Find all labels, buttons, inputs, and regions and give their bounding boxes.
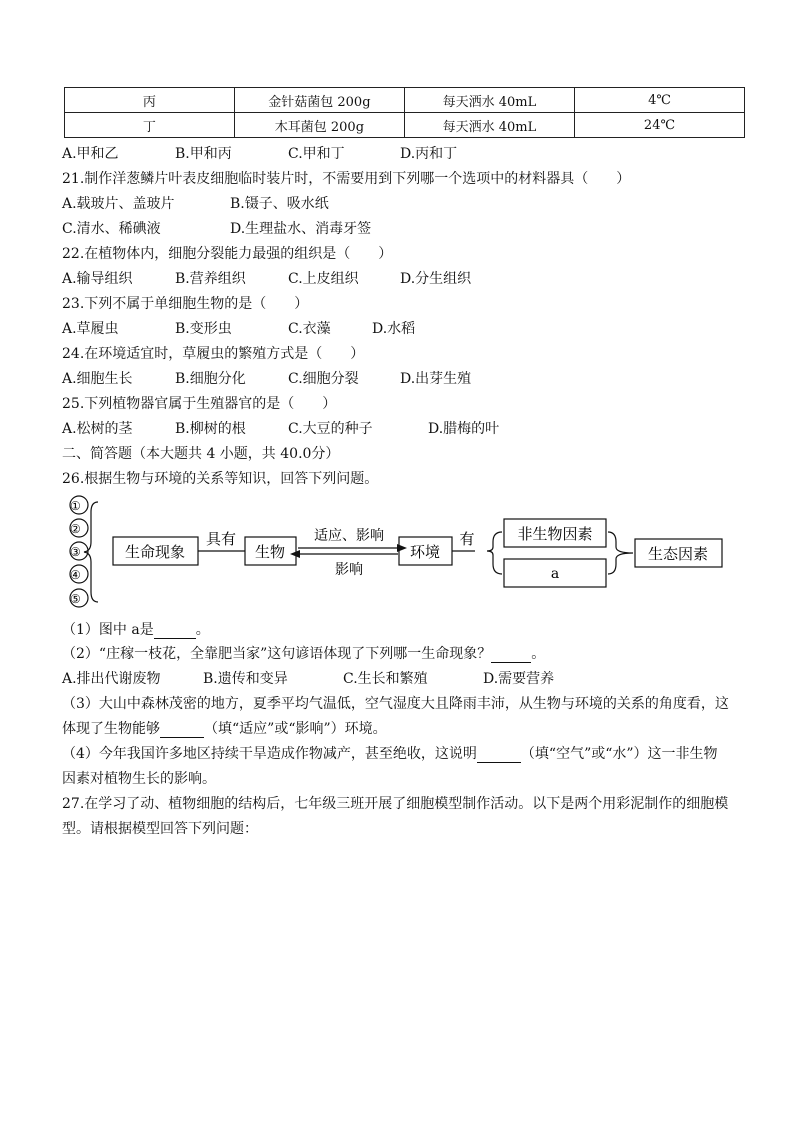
q26-sub3-line1: （3）大山中森林茂密的地方，夏季平均气温低，空气湿度大且降雨丰沛，从生物与环境的关系的角度看，这 xyxy=(62,696,729,712)
diagram-environment: 环境 xyxy=(409,543,441,561)
diagram-circle-1: ① xyxy=(70,499,81,513)
q27-line2: 型。请根据模型回答下列问题： xyxy=(62,821,258,837)
q21-option-b: B.镊子、吸水纸 xyxy=(230,196,329,212)
table-cell: 24℃ xyxy=(574,113,744,138)
q21-stem: 21.制作洋葱鳞片叶表皮细胞临时装片时，不需要用到下列哪一个选项中的材料器具（ ） xyxy=(62,171,631,187)
q23-option-c: C.衣藻 xyxy=(288,321,331,337)
answer-blank[interactable] xyxy=(154,622,196,639)
q23-option-d: D.水稻 xyxy=(372,321,416,337)
q26-sub2-option-c: C.生长和繁殖 xyxy=(343,671,428,687)
diagram-circle-2: ② xyxy=(70,522,81,536)
table-row xyxy=(65,113,745,138)
q21-option-c: C.清水、稀碘液 xyxy=(62,221,161,237)
table-cell: 丁 xyxy=(65,113,235,138)
table-cell: 金针菇菌包 200g xyxy=(234,88,404,113)
q21-option-a: A.载玻片、盖玻片 xyxy=(62,196,175,212)
q26-sub1-end: 。 xyxy=(195,622,210,638)
q27-line1: 27.在学习了动、植物细胞的结构后，七年级三班开展了细胞模型制作活动。以下是两个用彩泥制作的细胞模 xyxy=(62,796,729,812)
section-heading: 二、简答题（本大题共 4 小题，共 40.0分） xyxy=(62,446,340,462)
q25-option-d: D.腊梅的叶 xyxy=(428,421,500,437)
table-row xyxy=(65,88,745,113)
q22-option-b: B.营养组织 xyxy=(175,271,246,287)
q26-sub3-text: 体现了生物能够 xyxy=(62,721,160,737)
q20-option-b: B.甲和丙 xyxy=(175,146,232,162)
q22-stem: 22.在植物体内，细胞分裂能力最强的组织是（ ） xyxy=(62,246,393,262)
q26-sub4-text: （4）今年我国许多地区持续干旱造成作物减产，甚至绝收，这说明 xyxy=(62,746,477,762)
q26-sub1 xyxy=(62,619,210,639)
q21-option-d: D.生理盐水、消毒牙签 xyxy=(230,221,372,237)
table-cell: 每天洒水 40mL xyxy=(404,113,574,138)
answer-blank[interactable] xyxy=(491,646,531,663)
q26-sub3-line2 xyxy=(62,718,387,738)
diagram-circle-5: ⑤ xyxy=(70,592,81,606)
q22-option-c: C.上皮组织 xyxy=(288,271,359,287)
q22-option-d: D.分生组织 xyxy=(400,271,472,287)
table-cell: 每天洒水 40mL xyxy=(404,88,574,113)
q20-option-a: A.甲和乙 xyxy=(62,146,119,162)
q25-option-b: B.柳树的根 xyxy=(175,421,246,437)
q26-sub2-option-a: A.排出代谢废物 xyxy=(62,671,161,687)
q20-option-c: C.甲和丁 xyxy=(288,146,345,162)
q24-stem: 24.在环境适宜时，草履虫的繁殖方式是（ ） xyxy=(62,346,365,362)
q24-option-a: A.细胞生长 xyxy=(62,371,133,387)
q26-sub4-line1 xyxy=(62,743,718,763)
q20-option-d: D.丙和丁 xyxy=(400,146,458,162)
q24-option-d: D.出芽生殖 xyxy=(400,371,472,387)
relationship-diagram xyxy=(62,492,732,612)
diagram-organism: 生物 xyxy=(254,543,286,561)
table-cell: 丙 xyxy=(65,88,235,113)
diagram-circle-3: ③ xyxy=(70,545,81,559)
q26-sub2-text: （2）“庄稼一枝花，全靠肥当家”这句谚语体现了下列哪一生命现象？ xyxy=(62,646,492,662)
diagram-adapt-affect: 适应、影响 xyxy=(314,528,384,544)
q22-option-a: A.输导组织 xyxy=(62,271,133,287)
experiment-table xyxy=(64,87,745,138)
table-cell: 木耳菌包 200g xyxy=(234,113,404,138)
diagram-abiotic-factors: 非生物因素 xyxy=(517,525,593,543)
diagram-circle-4: ④ xyxy=(70,568,81,582)
q26-sub2-option-b: B.遗传和变异 xyxy=(203,671,288,687)
q25-option-a: A.松树的茎 xyxy=(62,421,133,437)
q26-sub2 xyxy=(62,643,545,663)
q24-option-b: B.细胞分化 xyxy=(175,371,246,387)
table-cell: 4℃ xyxy=(574,88,744,113)
diagram-ecological-factors: 生态因素 xyxy=(647,545,709,563)
diagram-has-label-2: 有 xyxy=(459,530,475,548)
q25-option-c: C.大豆的种子 xyxy=(288,421,373,437)
q26-sub2-end: 。 xyxy=(531,646,546,662)
diagram-has-label: 具有 xyxy=(205,530,237,548)
q26-sub3-end: （填“适应”或“影响”）环境。 xyxy=(204,721,387,737)
q24-option-c: C.细胞分裂 xyxy=(288,371,359,387)
answer-blank[interactable] xyxy=(477,746,521,763)
q23-stem: 23.下列不属于单细胞生物的是（ ） xyxy=(62,296,309,312)
q26-sub2-option-d: D.需要营养 xyxy=(483,671,555,687)
diagram-blank-a: a xyxy=(550,566,560,582)
q23-option-a: A.草履虫 xyxy=(62,321,119,337)
q26-sub4-end: （填“空气”或“水”）这一非生物 xyxy=(520,746,718,762)
q26-sub1-text: （1）图中 a是 xyxy=(62,622,154,638)
q25-stem: 25.下列植物器官属于生殖器官的是（ ） xyxy=(62,396,337,412)
q23-option-b: B.变形虫 xyxy=(175,321,232,337)
answer-blank[interactable] xyxy=(160,721,204,738)
q26-stem: 26.根据生物与环境的关系等知识，回答下列问题。 xyxy=(62,471,379,487)
diagram-life-phenomena: 生命现象 xyxy=(124,543,186,561)
diagram-affect: 影响 xyxy=(335,562,363,578)
q26-sub4-line2: 因素对植物生长的影响。 xyxy=(62,771,216,787)
